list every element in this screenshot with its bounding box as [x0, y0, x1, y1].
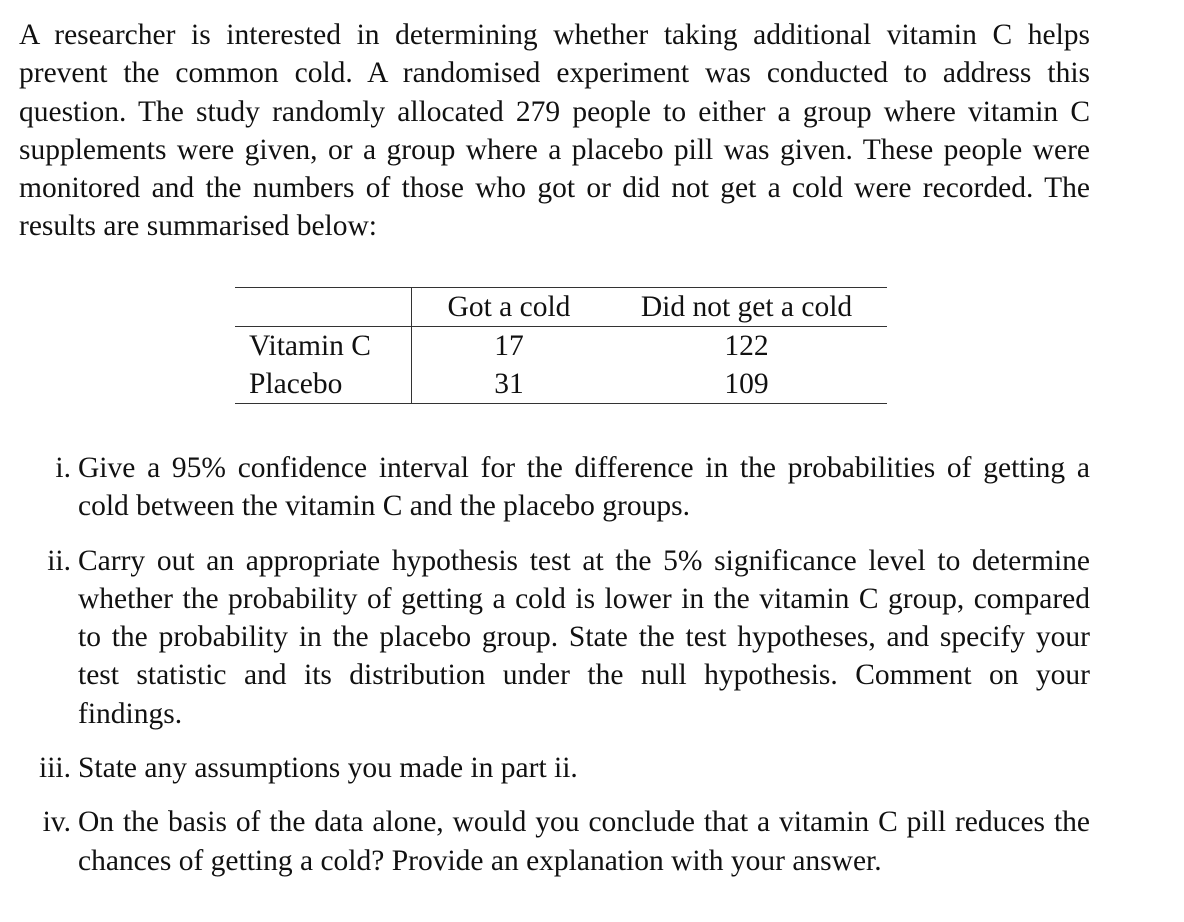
- question-item: [0, 803, 1090, 880]
- intro-paragraph: A researcher is interested in determining whether taking additional vitamin C helps prevent the common cold. A randomised experiment was conducted to address this question. The study randomly allocated 279 people to either a group where vitamin C supplements were given, or a group where a placebo pill was given. These people were monitored and the numbers of those who got or did not get a cold were recorded. The results are summarised below:: [19, 19, 1090, 243]
- cell-no-cold: 109: [724, 368, 769, 400]
- table-row: [235, 365, 887, 404]
- table-row: [235, 327, 887, 366]
- header-empty-cell: [235, 288, 412, 327]
- cell-no-cold: 122: [724, 330, 769, 362]
- row-label: Placebo: [235, 365, 412, 404]
- table-header-row: [235, 288, 887, 327]
- question-number: i.: [55, 452, 71, 484]
- question-item: [0, 542, 1090, 733]
- header-got-cold: Got a cold: [412, 288, 607, 327]
- cell-got-cold: 17: [494, 330, 524, 362]
- question-number: ii.: [47, 544, 71, 577]
- question-item: [0, 449, 1090, 526]
- cell-got-cold: 31: [494, 368, 524, 400]
- question-text: On the basis of the data alone, would you conclude that a vitamin C pill reduces the chances of getting a cold? Provide an explanation with your answer.: [78, 806, 1090, 877]
- question-text: Give a 95% confidence interval for the difference in the probabilities of getting a cold between the vitamin C and the placebo groups.: [78, 452, 1090, 523]
- results-table: [235, 287, 887, 404]
- row-label: Vitamin C: [235, 327, 412, 366]
- question-text: State any assumptions you made in part ii.: [78, 752, 578, 785]
- header-no-cold: Did not get a cold: [606, 288, 887, 327]
- question-list: [0, 449, 1090, 896]
- results-table-container: [235, 287, 887, 404]
- question-text: Carry out an appropriate hypothesis test at the 5% significance level to determine whether the probability of getting a cold is lower in the vitamin C group, compared to the probability in the placebo group. State the test hypotheses, and specify your test statistic and its distribution under the null hypothesis. Comment on your findings.: [78, 544, 1090, 730]
- question-number: iii.: [39, 752, 71, 785]
- question-number: iv.: [42, 806, 71, 839]
- question-item: [0, 749, 1090, 787]
